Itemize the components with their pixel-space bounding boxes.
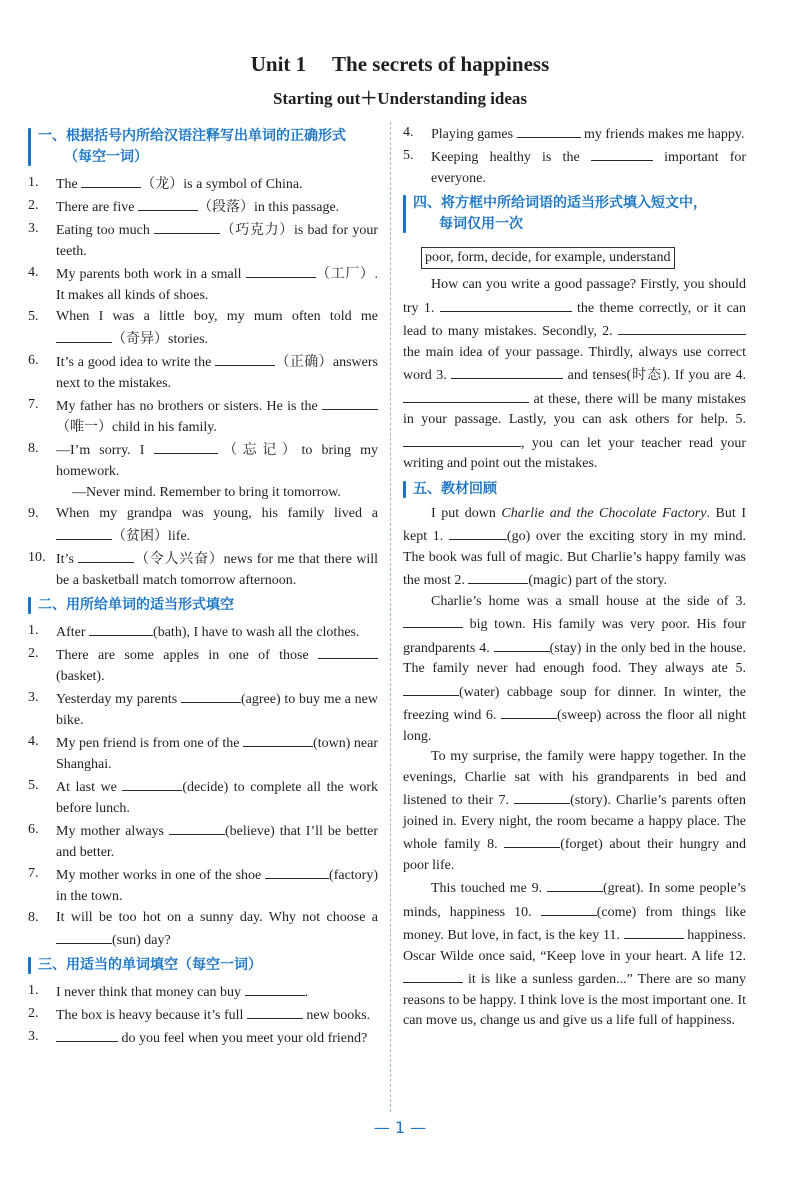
section5-paragraph: I put down Charlie and the Chocolate Factory. But I kept 1. (go) over the exciting story in my mind. The book was full of magic. But Charlie’s happy family was the most 2. (magic) part of the story. — [403, 505, 747, 588]
list-item: 2. The box is heavy because it’s full new books. — [28, 1003, 378, 1026]
section4-heading: 四、将方框中所给词语的适当形式填入短文中， 每词仅用一次 — [403, 193, 746, 235]
answer-blank[interactable] — [78, 547, 134, 563]
page-title: Unit 1 The secrets of happiness — [250, 52, 550, 76]
page-number: — 1 — — [373, 1118, 427, 1137]
list-item: 8. It will be too hot on a sunny day. Why not choose a (sun) day? — [28, 910, 378, 948]
list-item: 6. My mother always (believe) that I’ll be better and better. — [28, 819, 378, 863]
answer-blank[interactable] — [403, 387, 529, 403]
section2-heading: 二、用所给单词的适当形式填空 — [28, 595, 378, 616]
section5-heading: 五、教材回顾 — [403, 479, 746, 500]
section1-heading: 一、根据括号内所给汉语注释写出单词的正确形式 （每空一词） — [28, 126, 378, 168]
list-item: 2. There are five （段落）in this passage. — [28, 195, 378, 218]
answer-blank[interactable] — [245, 980, 305, 996]
answer-blank[interactable] — [618, 319, 746, 335]
answer-blank[interactable] — [403, 431, 521, 447]
dialog-reply: —Never mind. Remember to bring it tomorrow. — [72, 485, 341, 500]
answer-blank[interactable] — [547, 876, 603, 892]
answer-blank[interactable] — [440, 296, 572, 312]
answer-blank[interactable] — [468, 568, 528, 584]
answer-blank[interactable] — [501, 703, 557, 719]
list-item: 5. At last we (decide) to complete all the work before lunch. — [28, 775, 378, 819]
list-item: 3. Yesterday my parents (agree) to buy me a new bike. — [28, 687, 378, 731]
answer-blank[interactable] — [138, 195, 198, 211]
answer-blank[interactable] — [449, 524, 507, 540]
answer-blank[interactable] — [318, 643, 378, 659]
list-item: 3. do you feel when you meet your old friend? — [28, 1026, 378, 1049]
answer-blank[interactable] — [56, 928, 112, 944]
answer-blank[interactable] — [215, 350, 275, 366]
list-item: 1. The （龙）is a symbol of China. — [28, 172, 378, 195]
page-subtitle: Starting out＋Understanding ideas — [272, 89, 528, 108]
answer-blank[interactable] — [494, 636, 550, 652]
answer-blank[interactable] — [246, 262, 316, 278]
list-item: 5. Keeping healthy is the important for everyone. — [403, 145, 746, 189]
section5-paragraph: To my surprise, the family were happy together. In the evenings, Charlie sat with his grandparents in bed and listened to their 7. (story). Charlie’s parents often joined in. Every night, the room became a happy place. The whole family 8. (forget) about their hungry and poor life. — [403, 749, 747, 873]
column-divider — [390, 122, 391, 1112]
answer-blank[interactable] — [517, 122, 581, 138]
list-item: 10. It’s （令人兴奋）news for me that there will be a basketball match tomorrow afternoon. — [28, 547, 378, 591]
answer-blank[interactable] — [154, 218, 220, 234]
answer-blank[interactable] — [322, 394, 378, 410]
answer-blank[interactable] — [541, 900, 597, 916]
answer-blank[interactable] — [81, 172, 141, 188]
left-column — [28, 122, 378, 1049]
section4-passage: How can you write a good passage? Firstly, you should try 1. the theme correctly, or it can lead to many mistakes. Secondly, 2. the main idea of your passage. Thirdly, always use correct word 3. and tenses(时态). If you are 4. at these, there will be many mistakes in your passage. Lastly, you can ask others for help. 5. , you can let your teacher read your writing and point out the mistakes. — [403, 277, 747, 471]
right-column — [403, 122, 746, 1032]
answer-blank[interactable] — [624, 923, 684, 939]
answer-blank[interactable] — [403, 680, 459, 696]
word-box: poor, form, decide, for example, understand — [421, 247, 675, 269]
answer-blank[interactable] — [265, 863, 329, 879]
answer-blank[interactable] — [56, 327, 112, 343]
list-item: 1. I never think that money can buy . — [28, 980, 378, 1003]
answer-blank[interactable] — [451, 363, 563, 379]
answer-blank[interactable] — [56, 1026, 118, 1042]
list-item: 7. My father has no brothers or sisters. He is the （唯一）child in his family. — [28, 394, 378, 438]
list-item: 9. When my grandpa was young, his family lived a （贫困）life. — [28, 506, 378, 544]
list-item: 1. After (bath), I have to wash all the clothes. — [28, 620, 378, 643]
answer-blank[interactable] — [89, 620, 153, 636]
answer-blank[interactable] — [403, 612, 463, 628]
list-item: 4. Playing games my friends makes me happy. — [403, 122, 746, 145]
answer-blank[interactable] — [56, 524, 112, 540]
list-item: 2. There are some apples in one of those (basket). — [28, 643, 378, 687]
list-item: 3. Eating too much （巧克力）is bad for your teeth. — [28, 218, 378, 262]
answer-blank[interactable] — [181, 687, 241, 703]
answer-blank[interactable] — [169, 819, 225, 835]
section5-paragraph: Charlie’s home was a small house at the side of 3. big town. His family was very poor. His four grandparents 4. (stay) in the only bed in the house. The family never had enough food. They always ate 5. (water) cabbage soup for dinner. In winter, the freezing wind 6. (sweep) across the floor all night long. — [403, 593, 746, 744]
answer-blank[interactable] — [591, 145, 653, 161]
list-item: 7. My mother works in one of the shoe (factory) in the town. — [28, 863, 378, 907]
answer-blank[interactable] — [247, 1003, 303, 1019]
section3-heading: 三、用适当的单词填空（每空一词） — [28, 955, 378, 976]
answer-blank[interactable] — [403, 967, 463, 983]
list-item: 8. —I’m sorry. I （忘记）to bring my homework. — [28, 438, 378, 482]
answer-blank[interactable] — [122, 775, 182, 791]
answer-blank[interactable] — [514, 788, 570, 804]
list-item: 4. My parents both work in a small （工厂）. It makes all kinds of shoes. — [28, 262, 378, 306]
answer-blank[interactable] — [504, 832, 560, 848]
list-item: 6. It’s a good idea to write the （正确）answers next to the mistakes. — [28, 350, 378, 394]
answer-blank[interactable] — [243, 731, 313, 747]
book-title: Charlie and the Chocolate Factory — [501, 505, 707, 521]
answer-blank[interactable] — [154, 438, 218, 454]
list-item: 5. When I was a little boy, my mum often told me （奇异）stories. — [28, 309, 378, 347]
list-item: 4. My pen friend is from one of the (town) near Shanghai. — [28, 731, 378, 775]
section5-paragraph: This touched me 9. (great). In some people’s minds, happiness 10. (come) from things like money. But love, in fact, is the key 11. happiness. Oscar Wilde once said, “Keep love in your heart. A life 12. it is like a sunless garden...” There are so many reasons to be happy. I think love is the most important one. It can move us, change us and give us a life full of happiness. — [403, 876, 746, 1032]
